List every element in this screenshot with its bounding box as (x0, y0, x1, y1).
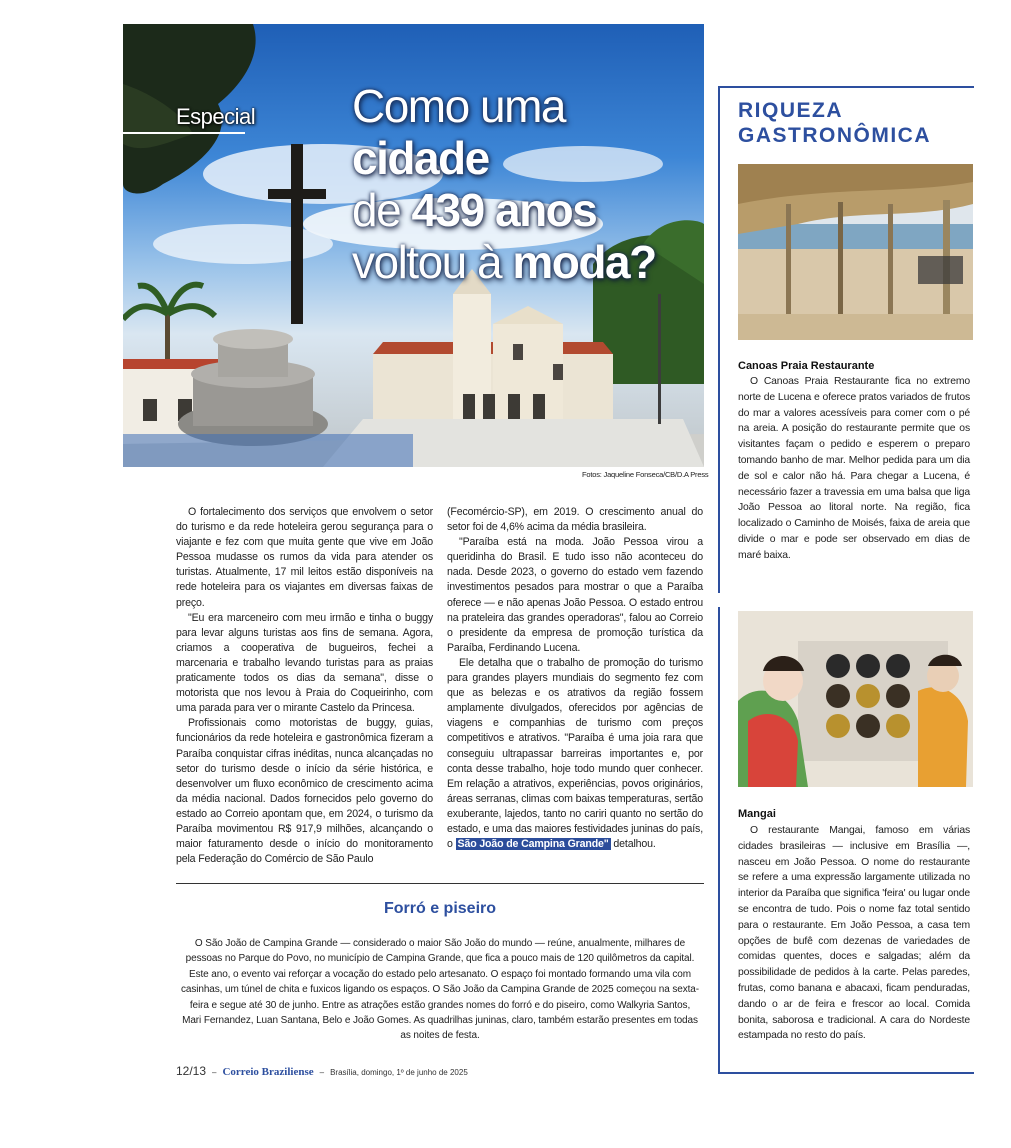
article-paragraph (447, 656, 703, 852)
sidebar-title: RIQUEZA GASTRONÔMICA (738, 99, 931, 147)
mangai-restaurant-photo (738, 611, 973, 787)
headline-part: voltou à (352, 236, 513, 288)
restaurant-text-canoas (738, 374, 970, 564)
footer-separator: – (319, 1068, 325, 1077)
mangai-photo-illustration (738, 611, 973, 787)
article-paragraph: Profissionais como motoristas de buggy, guias, funcionários da rede hoteleira e gastronômica fizeram a Paraíba conquistar cifras inéditas, nunca alcançadas no setor do turismo desde o início da série histórica, e desenvolver um fluxo econômico de crescimento acima da média nacional. Dados fornecidos pelo governo do estado ao Correio apontam que, em 2024, o turismo da Paraíba movimentou R$ 917,9 milhões, alcançando o maior faturamento desde o início do monitoramento pela Federação do Comércio de São Paulo (176, 717, 433, 866)
section-tag: Especial (176, 104, 256, 129)
newspaper-logo: Correio Braziliense (222, 1066, 314, 1078)
highlighted-link[interactable]: São João de Campina Grande" (457, 838, 609, 851)
page-numbers: 12/13 (176, 1064, 207, 1078)
article-column-2 (447, 505, 703, 852)
sidebar-paragraph: O Canoas Praia Restaurante fica no extremo norte de Lucena e oferece pratos variados de frutos do mar a valores acessíveis para comer com o pé na areia. A posição do restaurante permite que os visitantes façam o pedido e esperem o preparo tomando banho de mar. Melhor pedida para um dia de sol e calor não há. Para chegar a Lucena, é necessário fazer a travessia em uma balsa que liga João Pessoa ao litoral norte. Na região, fica localizado o Caminho de Moisés, faixa de areia que divide o mar e pode ser observado em dias de maré baixa. (738, 376, 970, 561)
footer-separator: – (212, 1068, 217, 1077)
restaurant-text-mangai (738, 823, 970, 1044)
dateline: Brasília, domingo, 1º de junho de 2025 (330, 1068, 468, 1077)
headline-part: moda? (512, 236, 656, 288)
restaurant-name-mangai: Mangai (738, 808, 776, 820)
photo-credit: Fotos: Jaqueline Fonseca/CB/D.A Press (582, 470, 709, 479)
headline-part: de (352, 184, 412, 236)
page-footer (176, 1064, 468, 1080)
article-paragraph: (Fecomércio-SP), em 2019. O crescimento anual do setor foi de 4,6% acima da média brasileira. (447, 506, 703, 534)
article-paragraph: "Eu era marceneiro com meu irmão e tinha o buggy para levar alguns turistas aos fins de semana. Agora, criamos a cooperativa de bugueiros, fechei a marcenaria e trabalho levando turistas para as praias praticamente todos os dias da semana", disse o motorista que nos levou à Praia do Coqueirinho, com uma parada para ver o mirante Castelo da Princesa. (176, 611, 433, 715)
article-paragraph: O fortalecimento dos serviços que envolvem o setor do turismo e da rede hoteleira gerou segurança para o viajante e fez com que muita gente que vive em João Pessoa mudasse os rumos da vida para atender os turistas. Atualmente, 17 mil leitos estão disponíveis na rede hoteleira para os viajantes em diversas faixas de preço. (176, 506, 433, 609)
article-text: detalhou. (610, 838, 656, 851)
box-body: O São João de Campina Grande — considerado o maior São João do mundo — reúne, anualmente, milhares de pessoas no Parque do Povo, no município de Campina Grande, que fica a pouco mais de 120 quilômetros da capital. Este ano, o evento vai reforçar a vocação do estado pelo artesanato. O espaço foi montado formando uma vila com casinhas, um túnel de chita e fuxicos ligando os espaços. O São João da Campina Grande de 2025 começou na sexta-feira e segue até 30 de junho. Entre as atrações estão grandes nomes do forró e do piseiro, como Walkyria Santos, Mari Fernandez, Luan Santana, Belo e João Gomes. As quadrilhas juninas, claro, também estarão presentes em todas as noites de festa. (180, 938, 699, 1042)
headline-part: cidade (352, 132, 489, 184)
beach-restaurant-photo (738, 164, 973, 340)
section-tag-underline (123, 132, 245, 134)
article-text: Ele detalha que o trabalho de promoção do turismo para grandes players mundiais do segmento fez com que as belezas e os atrativos da região fossem amplamente divulgados, oferecidos por agências de viagens e companhias de turismo com preços competitivos e atrativos. "Paraíba é uma joia rara que conseguiu ultrapassar barreiras importantes e, por conta desse trabalho, hoje todo mundo quer conhecer. Em relação a atrativos, experiências, povos originários, áreas serranas, climas com baixas temperaturas, sertão exuberante, lajedos, tanto no cariri quanto no sertão do estado, e uma das maiores festividades juninas do país, o (447, 656, 703, 851)
headline-part: 439 anos (411, 184, 597, 236)
article-column-1 (176, 505, 433, 867)
headline-part: Como uma (352, 80, 565, 132)
divider (176, 883, 704, 884)
article-paragraph: "Paraíba está na moda. João Pessoa virou a queridinha do Brasil. E tudo isso não aconteceu do nada. Desde 2023, o governo do estado vem fazendo investimentos pesados para mostrar o que a Paraíba oferece — e não apenas João Pessoa. O estado entrou na prateleira das grandes operadoras", falou ao Correio o presidente da empresa de promoção turística da Paraíba, Ferdinando Lucena. (447, 536, 703, 654)
restaurant-name-canoas: Canoas Praia Restaurante (738, 360, 875, 372)
sidebar-frame-gap (704, 593, 984, 607)
beach-photo-illustration (738, 164, 973, 340)
sidebar-paragraph: O restaurante Mangai, famoso em várias cidades brasileiras — inclusive em Brasília —, nasceu em João Pessoa. O nome do restaurante se refere a uma expressão largamente utilizada no interior da Paraíba que significa 'feira' ou lugar onde se encontra de tudo. Pois o nome faz total sentido para o restaurante. Em João Pessoa, a casa tem opções de bufê com dezenas de variedades de comidas quentes, doces e salgadas; além da possibilidade de pedidos à la carte. Pelas paredes, frutas, como banana e abacaxi, ficam penduradas, dando o ar de feira e frescor ao local. Comida bonita, saborosa e tradicional. A cara do Nordeste estampada no resto do país. (738, 825, 970, 1042)
box-title: Forró e piseiro (383, 900, 497, 917)
headline (352, 80, 697, 288)
